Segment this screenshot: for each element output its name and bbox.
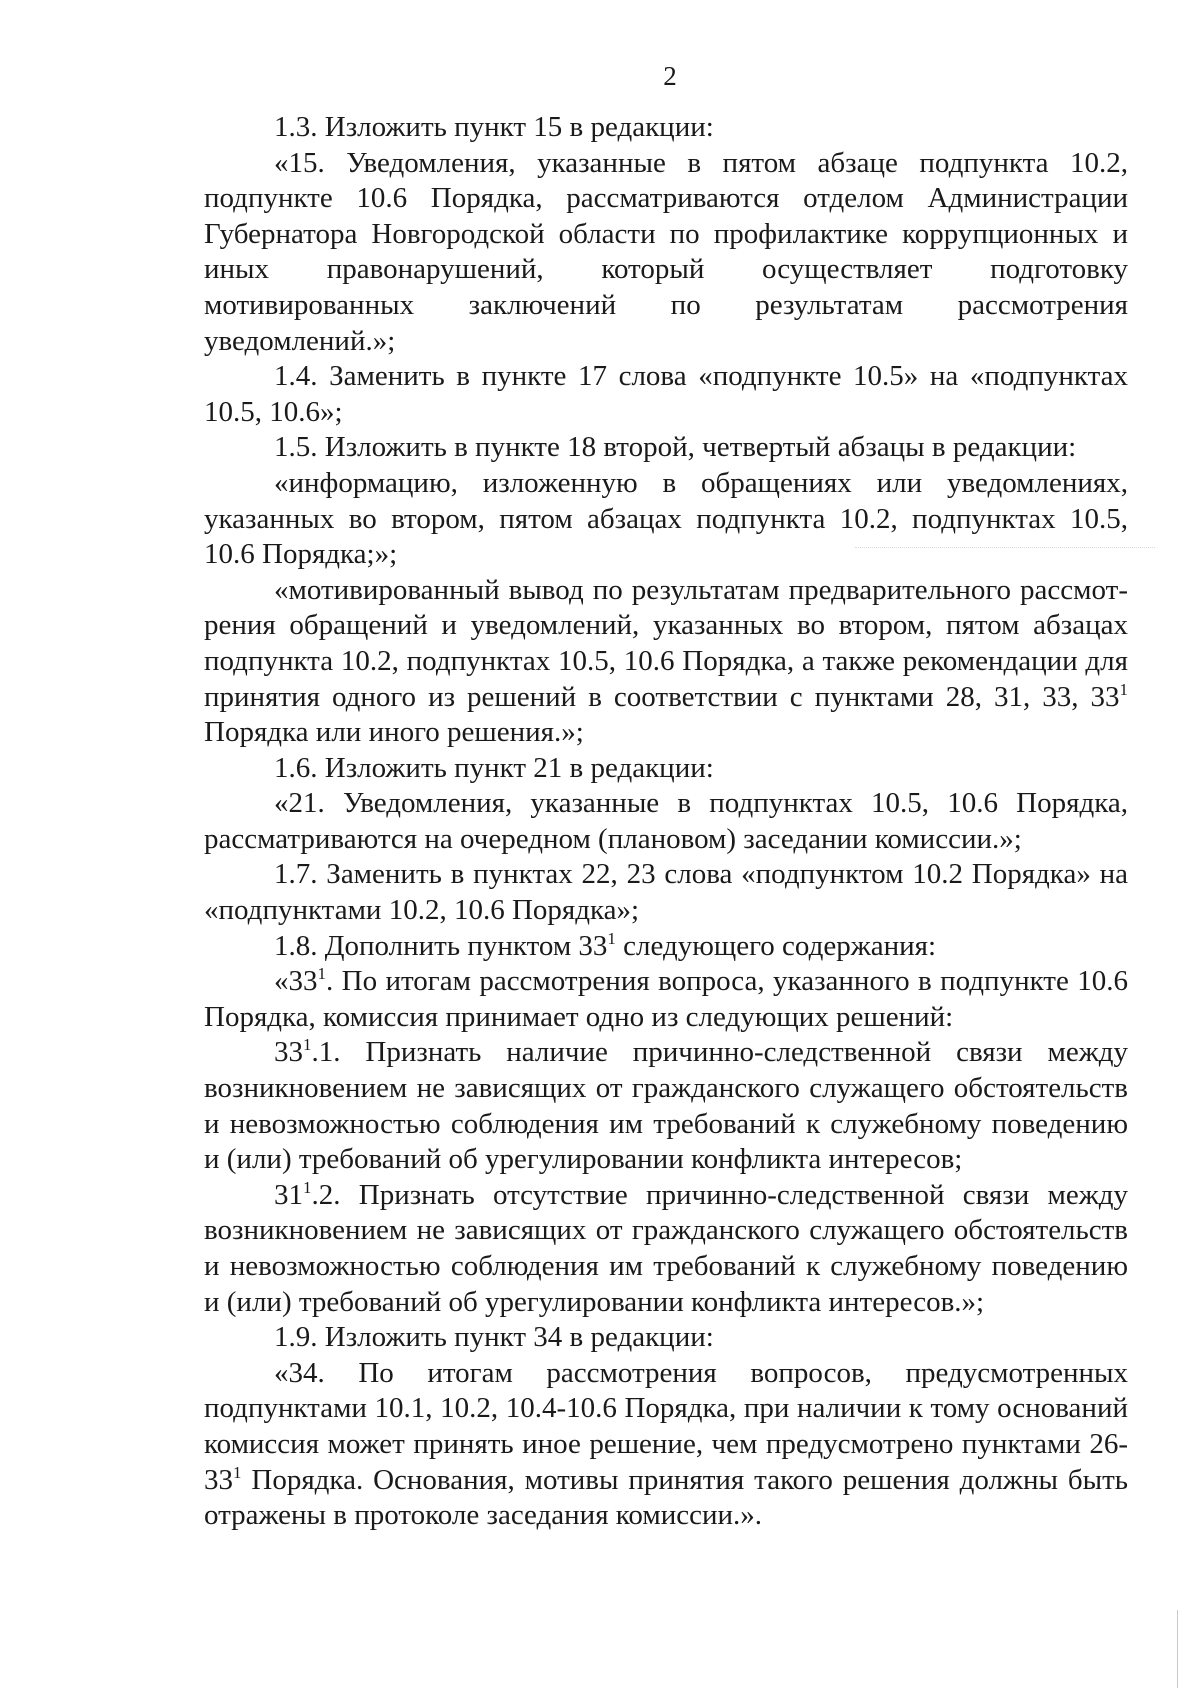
paragraph-1-3 xyxy=(204,110,1128,146)
paragraph-1-8 xyxy=(204,929,1128,965)
paragraph-18-fourth xyxy=(204,573,1128,751)
paragraph-text: Порядка или иного решения.»; xyxy=(204,716,584,749)
paragraph-1-4 xyxy=(204,359,1128,430)
scan-artifact-dots xyxy=(855,547,1155,549)
paragraph-text: «33 xyxy=(274,965,318,998)
paragraph-text: «мотивированный вывод по результатам предварительного рассмотрения обращений и уведомлений, указанных во втором, пятом абзацах подпункта 10.2, подпунктах 10.5, 10.6 Порядка, а также рекомендации для принятия одного из решений в соответствии с пунктами 28, 31, 33, 33 xyxy=(204,573,1128,713)
paragraph-text: 1.7. Заменить в пунктах 22, 23 слова «подпунктом 10.2 Порядка» на «подпунктами 10.2, 10.6 Порядка»; xyxy=(204,858,1128,927)
paragraph-text: 31 xyxy=(274,1178,303,1211)
paragraph-text: . По итогам рассмотрения вопроса, указанного в подпункте 10.6 Порядка, комиссия принимает одно из следующих решений: xyxy=(204,965,1128,1033)
paragraph-1-9 xyxy=(204,1320,1128,1356)
superscript: 1 xyxy=(233,1462,242,1482)
paragraph-34-text xyxy=(204,1356,1128,1534)
paragraph-text: «информацию, изложенную в обращениях или уведомлениях, указанных во втором, пятом абзацах подпункта 10.2, подпунктах 10.5, 10.6 Порядка;»; xyxy=(204,466,1128,571)
superscript: 1 xyxy=(1119,679,1128,699)
document-body xyxy=(204,110,1128,1534)
paragraph-text: 1.5. Изложить в пункте 18 второй, четвертый абзацы в редакции: xyxy=(274,431,1077,464)
paragraph-33-1-1 xyxy=(204,1035,1128,1177)
paragraph-text: 1.8. Дополнить пунктом 33 xyxy=(274,929,608,962)
paragraph-1-6 xyxy=(204,751,1128,787)
paragraph-text: .2. Признать отсутствие причинно-следственной связи между возникновением не зависящих от гражданского служащего обстоятельств и невозможностью соблюдения им требований к служебному поведению и (или) требований об урегулировании конфликта интересов.»; xyxy=(204,1178,1128,1318)
superscript: 1 xyxy=(303,1177,312,1197)
scan-artifact-line xyxy=(1177,1610,1178,1688)
superscript: 1 xyxy=(303,1035,312,1055)
paragraph-31-1-2 xyxy=(204,1178,1128,1320)
paragraph-text: следующего содержания: xyxy=(615,929,937,962)
superscript: 1 xyxy=(607,928,616,948)
paragraph-1-7 xyxy=(204,857,1128,928)
paragraph-text: «15. Уведомления, указанные в пятом абзаце подпункта 10.2, подпункте 10.6 Порядка, рассматриваются отделом Администрации Губернатора Новгородской области по профилактике коррупционных и иных правонарушений, который осуществляет подготовку мотивированных заключений по результатам рассмотрения уведомлений.»; xyxy=(204,146,1128,357)
paragraph-text: 1.6. Изложить пункт 21 в редакции: xyxy=(274,751,714,784)
paragraph-text: «21. Уведомления, указанные в подпунктах 10.5, 10.6 Порядка, рассматриваются на очередном (плановом) заседании комиссии.»; xyxy=(204,787,1128,855)
paragraph-21-text xyxy=(204,786,1128,857)
paragraph-18-second xyxy=(204,466,1128,573)
paragraph-33-1-text xyxy=(204,964,1128,1035)
superscript: 1 xyxy=(317,964,326,984)
paragraph-text: .1. Признать наличие причинно-следственной связи между возникновением не зависящих от гражданского служащего обстоятельств и невозможностью соблюдения им требований к служебному поведению и (или) требований об урегулировании конфликта интересов; xyxy=(204,1036,1128,1176)
paragraph-15-text xyxy=(204,146,1128,360)
paragraph-text: 1.4. Заменить в пункте 17 слова «подпункте 10.5» на «подпунктах 10.5, 10.6»; xyxy=(204,360,1128,428)
paragraph-text: «34. По итогам рассмотрения вопросов, предусмотренных подпунктами 10.1, 10.2, 10.4-10.6 Порядка, при наличии к тому оснований комиссия может принять иное решение, чем предусмотрено пунктами 26-33 xyxy=(204,1356,1128,1496)
paragraph-text: 1.3. Изложить пункт 15 в редакции: xyxy=(274,111,714,143)
paragraph-text: 33 xyxy=(274,1036,303,1069)
paragraph-text: Порядка. Основания, мотивы принятия такого решения должны быть отражены в протоколе заседания комиссии.». xyxy=(204,1463,1128,1532)
paragraph-text: 1.9. Изложить пункт 34 в редакции: xyxy=(274,1321,714,1354)
page-number: 2 xyxy=(663,61,677,91)
paragraph-1-5 xyxy=(204,430,1128,466)
